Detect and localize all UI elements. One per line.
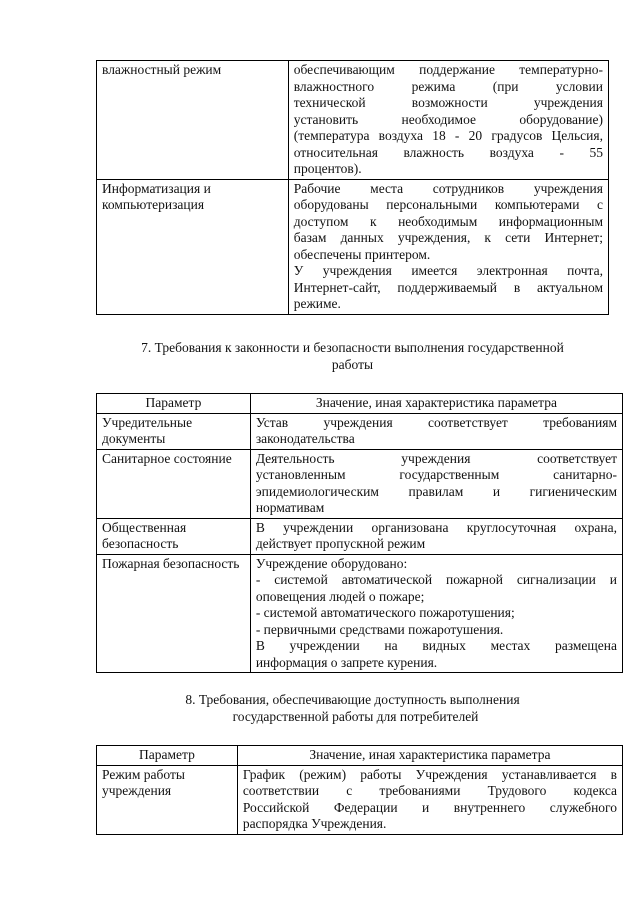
value-line: информация о запрете курения. bbox=[255, 654, 438, 670]
value-line: Российской Федерации и внутреннего служебного bbox=[242, 799, 617, 815]
value-cell bbox=[250, 449, 622, 518]
value-line: У учреждения имеется электронная почта, bbox=[293, 263, 603, 278]
value-line: Учреждение оборудовано: bbox=[255, 555, 408, 571]
value-line: В учреждении организована круглосуточная охрана, bbox=[255, 519, 617, 535]
value-line: законодательства bbox=[255, 431, 355, 446]
value-cell bbox=[288, 61, 608, 180]
legality-safety-table bbox=[96, 393, 623, 673]
table-row bbox=[97, 179, 609, 314]
column-header-value: Значение, иная характеристика параметра bbox=[237, 746, 622, 766]
value-line: обеспечены принтером. bbox=[293, 246, 431, 262]
value-cell bbox=[288, 179, 608, 314]
table-row bbox=[97, 413, 623, 449]
param-label: Учредительные документы bbox=[102, 414, 193, 446]
value-line: Интернет-сайт, поддерживаемый в актуальном bbox=[293, 279, 603, 295]
table-row bbox=[97, 61, 609, 180]
value-line: - системой автоматической пожарной сигнализации и bbox=[255, 572, 617, 587]
table-row bbox=[97, 449, 623, 518]
value-line: В учреждении на видных местах размещена bbox=[255, 638, 617, 653]
param-cell bbox=[97, 179, 289, 314]
param-cell bbox=[97, 554, 251, 673]
param-cell bbox=[97, 413, 251, 449]
section-8-heading bbox=[60, 692, 640, 725]
param-label: влажностный режим bbox=[102, 62, 222, 77]
value-cell bbox=[237, 765, 622, 834]
table-row bbox=[97, 518, 623, 554]
table-row bbox=[97, 554, 623, 673]
accessibility-table bbox=[96, 745, 623, 835]
value-cell bbox=[250, 518, 622, 554]
value-line: относительная влажность воздуха - 55 bbox=[293, 144, 603, 160]
param-label: Общественная безопасность bbox=[102, 519, 187, 551]
param-label: Информатизация и компьютеризация bbox=[102, 180, 211, 212]
value-line: доступом к необходимым информационным bbox=[293, 213, 603, 229]
param-label: Режим работы учреждения bbox=[102, 766, 185, 798]
value-line: - системой автоматического пожаротушения; bbox=[255, 605, 515, 620]
value-line: соответствии с требованиями Трудового кодекса bbox=[242, 783, 617, 798]
value-line: режиме. bbox=[293, 296, 341, 311]
param-cell bbox=[97, 61, 289, 180]
param-cell bbox=[97, 518, 251, 554]
value-line: базам данных учреждения, к сети Интернет; bbox=[293, 230, 603, 245]
param-label: Пожарная безопасность bbox=[102, 555, 240, 571]
table-header-row bbox=[97, 746, 623, 766]
value-line: Рабочие места сотрудников учреждения bbox=[293, 180, 603, 196]
value-line: обеспечивающим поддержание температурно- bbox=[293, 62, 603, 77]
section-8-title-line2: государственной работы для потребителей bbox=[232, 708, 479, 724]
value-line: оборудованы персональными компьютерами с bbox=[293, 197, 603, 212]
column-header-value: Значение, иная характеристика параметра bbox=[250, 394, 622, 414]
param-cell bbox=[97, 765, 238, 834]
table-header-row bbox=[97, 394, 623, 414]
column-header-param: Параметр bbox=[97, 394, 251, 414]
value-line: эпидемиологическим правилам и гигиеническим bbox=[255, 483, 617, 499]
value-cell bbox=[250, 554, 622, 673]
value-line: влажностного режима (при условии bbox=[293, 78, 603, 94]
column-header-param: Параметр bbox=[97, 746, 238, 766]
value-line: Устав учреждения соответствует требованиям bbox=[255, 414, 617, 430]
value-line: (температура воздуха 18 - 20 градусов Цельсия, bbox=[293, 128, 603, 143]
value-line: нормативам bbox=[255, 500, 325, 515]
section-7-heading bbox=[60, 340, 640, 373]
table-row bbox=[97, 765, 623, 834]
value-line: График (режим) работы Учреждения устанавливается в bbox=[242, 766, 617, 782]
section-7-title-line1: 7. Требования к законности и безопасности выполнения государственной bbox=[141, 340, 564, 355]
param-cell bbox=[97, 449, 251, 518]
value-line: распорядка Учреждения. bbox=[242, 816, 387, 831]
table-continuation bbox=[96, 60, 609, 315]
value-line: процентов). bbox=[293, 161, 362, 176]
value-line: технической возможности учреждения bbox=[293, 95, 603, 110]
value-cell bbox=[250, 413, 622, 449]
param-label: Санитарное состояние bbox=[102, 450, 232, 466]
value-line: установить необходимое оборудование) bbox=[293, 111, 603, 127]
value-line: оповещения людей о пожаре; bbox=[255, 588, 425, 604]
section-8-title-line1: 8. Требования, обеспечивающие доступность выполнения bbox=[185, 692, 520, 707]
section-7-title-line2: работы bbox=[331, 356, 374, 372]
value-line: - первичными средствами пожаротушения. bbox=[255, 621, 504, 637]
value-line: Деятельность учреждения соответствует bbox=[255, 450, 617, 466]
value-line: установленным государственным санитарно- bbox=[255, 467, 617, 482]
value-line: действует пропускной режим bbox=[255, 536, 426, 551]
